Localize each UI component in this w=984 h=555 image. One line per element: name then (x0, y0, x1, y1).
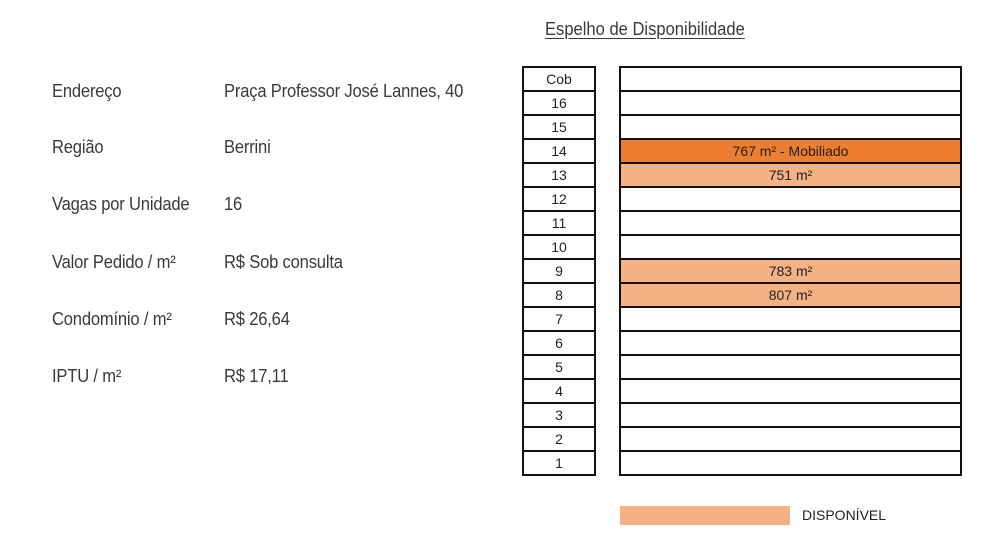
parking-value: 16 (224, 194, 243, 214)
region-value: Berrini (224, 137, 271, 157)
floor-number: 15 (524, 114, 594, 138)
unit-cell (621, 426, 960, 450)
legend-label: DISPONÍVEL (802, 507, 887, 523)
unit-cell (621, 402, 960, 426)
region-label: Região (52, 137, 104, 157)
unit-cell (621, 114, 960, 138)
unit-cell (621, 234, 960, 258)
floor-number: 6 (524, 330, 594, 354)
unit-column (619, 66, 962, 476)
availability-title: Espelho de Disponibilidade (545, 19, 745, 39)
unit-cell (621, 306, 960, 330)
floor-number: 16 (524, 90, 594, 114)
iptu-value: R$ 17,11 (224, 366, 289, 386)
floor-number: 3 (524, 402, 594, 426)
address-value: Praça Professor José Lannes, 40 (224, 81, 464, 101)
address-label: Endereço (52, 81, 122, 101)
floor-number: 2 (524, 426, 594, 450)
parking-label: Vagas por Unidade (52, 194, 190, 214)
floor-number: 13 (524, 162, 594, 186)
floor-number: 9 (524, 258, 594, 282)
legend-swatch (620, 506, 790, 525)
unit-cell (621, 66, 960, 90)
floor-number: 5 (524, 354, 594, 378)
unit-cell (621, 450, 960, 476)
floor-column (522, 66, 596, 476)
floor-number: 8 (524, 282, 594, 306)
unit-cell (621, 330, 960, 354)
unit-cell (621, 210, 960, 234)
floor-number: 11 (524, 210, 594, 234)
asking-price-label: Valor Pedido / m² (52, 252, 176, 272)
unit-cell: 751 m² (621, 162, 960, 186)
floor-number: 14 (524, 138, 594, 162)
unit-cell: 807 m² (621, 282, 960, 306)
asking-price-value: R$ Sob consulta (224, 252, 343, 272)
floor-number: 1 (524, 450, 594, 476)
unit-cell (621, 90, 960, 114)
unit-cell: 783 m² (621, 258, 960, 282)
condo-fee-label: Condomínio / m² (52, 309, 172, 329)
unit-cell (621, 354, 960, 378)
iptu-label: IPTU / m² (52, 366, 122, 386)
floor-number: 10 (524, 234, 594, 258)
floor-number: 7 (524, 306, 594, 330)
floor-number: 4 (524, 378, 594, 402)
unit-cell (621, 186, 960, 210)
floor-number: Cob (524, 66, 594, 90)
unit-cell (621, 378, 960, 402)
floor-number: 12 (524, 186, 594, 210)
condo-fee-value: R$ 26,64 (224, 309, 290, 329)
unit-cell: 767 m² - Mobiliado (621, 138, 960, 162)
